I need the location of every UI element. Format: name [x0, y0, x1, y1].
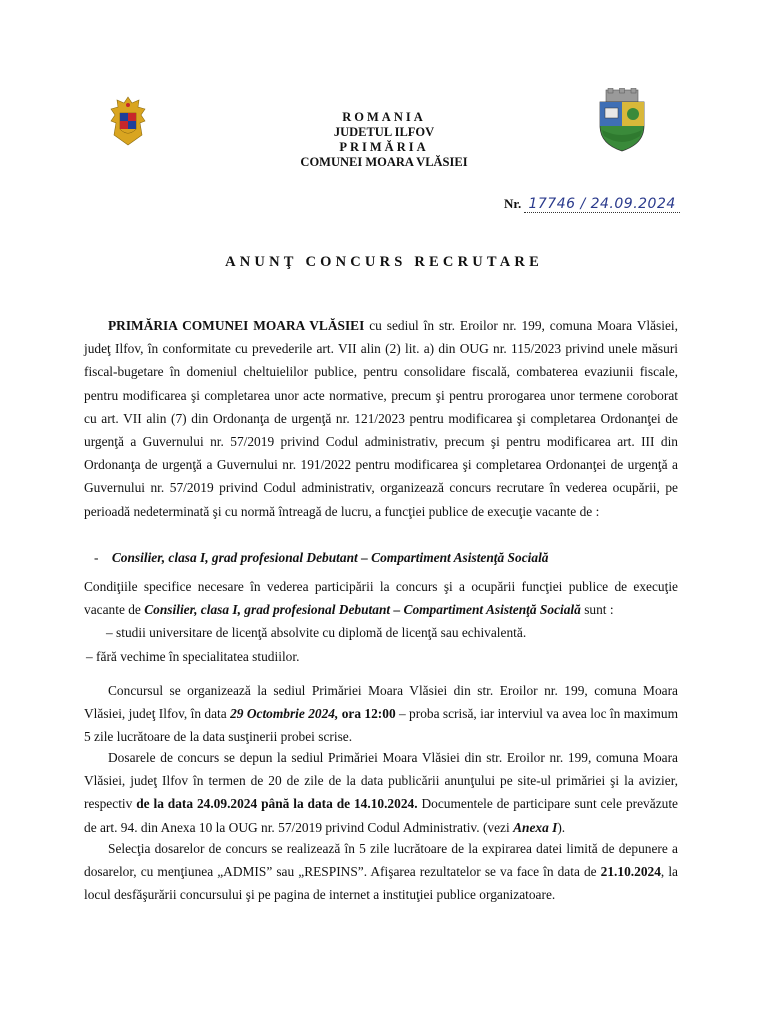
position-list — [84, 546, 678, 569]
registration-number-label: Nr. — [504, 196, 522, 211]
intro-text: cu sediul în str. Eroilor nr. 199, comuna Moara Vlăsiei, judeţ Ilfov, în conformitate cu prevederile art. VII alin (2) lit. a) din OUG nr. 115/2023 privind unele măsuri fiscal-bugetare în domeniul cheltuielilor publice, pentru consolidare fiscală, combaterea evaziunii fiscale, pentru modificarea şi completarea unor acte normative, precum şi pentru prorogarea unor termene coroborat cu art. VII alin (7) din Ordonanţa de urgenţă nr. 121/2023 pentru modificarea şi completarea Ordonanţei de urgenţă a Guvernului nr. 57/2019 privind Codul administrativ, precum şi pentru modificarea art. III din Ordonanţa de urgenţă a Guvernului nr. 191/2022 pentru modificarea şi completarea Ordonanţei de urgenţă a Guvernului nr. 57/2019 privind Codul administrativ, organizează concurs recrutare în vederea ocupării, pe perioadă nedeterminată şi cu normă întreagă de lucru, a funcţiei publice de execuţie vacante de : — [84, 318, 678, 519]
selection-paragraph — [84, 837, 678, 907]
header-institution: PRIMĂRIA — [339, 140, 429, 154]
selection-date: 21.10.2024 — [600, 864, 661, 880]
moara-vlasiei-coat-of-arms-icon — [596, 88, 648, 152]
dossiers-text-1: Dosarele de concurs se depun la sediul Primăriei Moara Vlăsiei din str. Eroilor nr. 199, comuna Moara Vlăsiei, judeţ Ilfov în termen de 20 de zile de la data publicării anunţului pe site-ul primăriei şi la avizier, respectiv — [84, 750, 678, 812]
header-country: ROMANIA — [342, 110, 426, 124]
institution-header — [230, 110, 538, 170]
position-title: Consilier, clasa I, grad profesional Debutant – Compartiment Asistenţă Socială — [111, 550, 549, 565]
condition-item: – studii universitare de licenţă absolvite cu diplomă de licenţă sau echivalentă. — [106, 625, 527, 641]
dossiers-annex: Anexa I — [513, 819, 558, 835]
selection-text-2: , la locul desfăşurării concursului şi pe pagina de internet a instituţiei publice organizatoare. — [84, 864, 678, 903]
contest-text-2: – proba scrisă, iar interviul va avea loc în maximum 5 zile lucrătoare de la data susţinerii probei scrise. — [84, 706, 678, 745]
dossiers-text-2: Documentele de participare sunt cele prevăzute de art. 94. din Anexa 10 la OUG nr. 57/2019 privind Codul Administrativ. (vezi — [84, 796, 679, 835]
condition-item: – fără vechime în specialitatea studiilor. — [86, 648, 300, 664]
contest-text-1: Concursul se organizează la sediul Primăriei Moara Vlăsiei din str. Eroilor nr. 199, comuna Moara Vlăsiei, judeţ Ilfov, în data — [84, 683, 678, 722]
conditions-text-1: Condiţiile specifice necesare în vederea participării la concurs şi a ocupării funcţiei publice de execuţie vacante de — [84, 579, 678, 618]
contest-date: 29 Octombrie 2024, — [230, 706, 339, 722]
intro-institution-name: PRIMĂRIA COMUNEI MOARA VLĂSIEI — [108, 318, 365, 333]
position-item — [84, 546, 678, 569]
header-county: JUDETUL ILFOV — [333, 125, 435, 139]
contest-time: ora 12:00 — [338, 706, 396, 722]
intro-paragraph — [84, 314, 678, 523]
dossiers-text-3: ). — [557, 819, 566, 835]
conditions-text-2: sunt : — [580, 602, 614, 618]
romania-coat-of-arms-icon — [108, 95, 148, 147]
page-title: ANUNŢ CONCURS RECRUTARE — [225, 254, 543, 270]
conditions-position: Consilier, clasa I, grad profesional Debutant – Compartiment Asistenţă Socială — [144, 602, 581, 618]
selection-text-1: Selecţia dosarelor de concurs se realizează în 5 zile lucrătoare de la expirarea datei limită de depunere a dosarelor, cu menţiunea „ADMIS” sau „RESPINS”. Afişarea rezultatelor se va face în data de — [84, 841, 678, 880]
dossiers-paragraph — [84, 746, 678, 839]
header-commune: COMUNEI MOARA VLĂSIEI — [300, 155, 468, 169]
position-bullet: - — [94, 550, 99, 565]
contest-paragraph — [84, 679, 678, 749]
conditions-paragraph — [84, 575, 678, 668]
dossiers-period: de la data 24.09.2024 până la data de 14.10.2024. — [136, 796, 418, 812]
registration-number-handwritten: 17746 / 24.09.2024 — [524, 196, 679, 213]
registration-number — [504, 196, 680, 212]
